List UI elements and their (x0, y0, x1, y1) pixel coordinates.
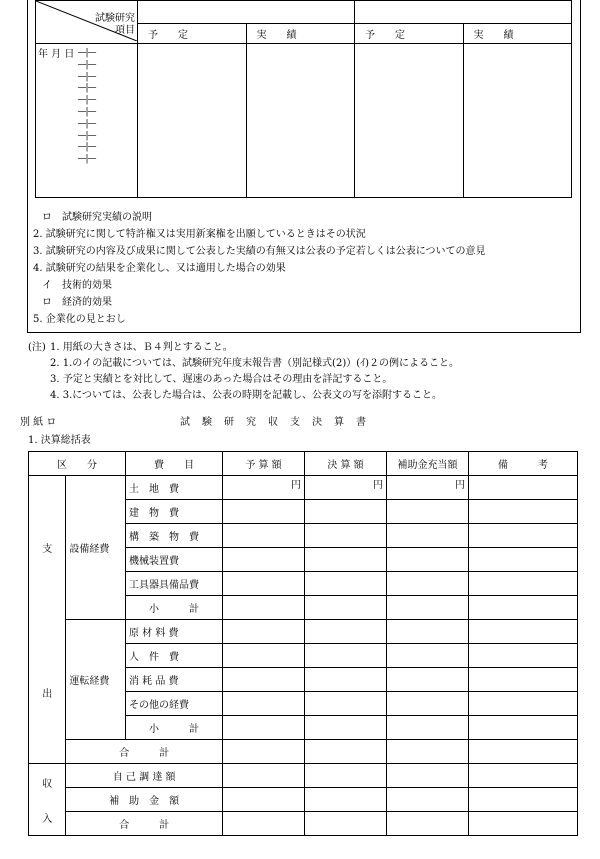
expenditure-label: 支 出 (29, 476, 66, 764)
income-label: 収 入 (29, 764, 66, 836)
remark-item: 2. 1.のイの記載については、試験研究年度末報告書（別記様式(2)）(ｲ)２の例によること。 (50, 358, 460, 369)
operating-group: 運転経費 (66, 620, 126, 740)
header-blank-left (138, 1, 355, 24)
hdr-item: 費 目 (126, 452, 223, 476)
note-line: 5. 企業化の見とおし (33, 314, 126, 325)
equipment-group: 設備経費 (66, 476, 126, 620)
header-item-label2: 項目 (115, 25, 135, 36)
col-actual-1: 実 績 (246, 24, 355, 44)
sheet-title: 試 験 研 究 収 支 決 算 書 (180, 417, 367, 428)
actual-1-body (246, 44, 355, 198)
note-line: イ 技術的効果 (42, 280, 112, 291)
operating-item: 消 耗 品 費 (126, 668, 223, 692)
note-line: 3. 試験研究の内容及び成果に関して公表した実績の有無又は公表の予定若しくは公表についての意見 (33, 246, 486, 257)
operating-item: その他の経費 (126, 692, 223, 716)
equipment-item: 構 築 物 費 (126, 524, 223, 548)
operating-item: 人 件 費 (126, 644, 223, 668)
actual-2-body (463, 44, 572, 198)
hdr-category: 区 分 (29, 452, 126, 476)
remarks-label: (注) (28, 342, 46, 353)
yen-mark: 円 (305, 476, 387, 500)
income-item: 自 己 調 達 額 (66, 764, 223, 788)
yen-mark: 円 (387, 476, 469, 500)
plan-1-body (138, 44, 247, 198)
equipment-item: 土 地 費 (126, 476, 223, 500)
expenditure-total: 合 計 (66, 740, 223, 764)
remarks-cell (469, 476, 578, 500)
equipment-item: 工具器具備品費 (126, 572, 223, 596)
diagonal-header-cell (36, 1, 138, 60)
report-form-box (27, 0, 581, 333)
col-plan-2: 予 定 (355, 24, 464, 44)
header-blank-right (355, 1, 572, 24)
header-date-label: 年 月 日 (38, 49, 75, 60)
remark-item: 1. 用紙の大きさは、Ｂ４判とすること。 (50, 342, 233, 353)
plan-2-body (355, 44, 464, 198)
yen-mark: 円 (223, 476, 305, 500)
hdr-subsidy: 補助金充当額 (387, 452, 469, 476)
income-item: 補 助 金 額 (66, 788, 223, 812)
income-total: 合 計 (66, 812, 223, 836)
note-line: ロ 経済的効果 (42, 297, 112, 308)
equipment-item: 機械装置費 (126, 548, 223, 572)
remark-item: 4. 3.については、公表した場合は、公表の時期を記載し、公表文の写を添附すること。 (50, 390, 443, 401)
remark-item: 3. 予定と実績とを対比して、遅速のあった場合はその理由を詳記すること。 (50, 374, 393, 385)
sheet-label: 別 紙 ロ (20, 417, 57, 428)
hdr-remarks: 備 考 (469, 452, 578, 476)
header-item-label: 試験研究 (95, 13, 135, 24)
note-line: 4. 試験研究の結果を企業化し、又は適用した場合の効果 (33, 263, 286, 274)
col-plan-1: 予 定 (138, 24, 247, 44)
equipment-item: 建 物 費 (126, 500, 223, 524)
schedule-table (35, 0, 572, 198)
operating-item: 原 材 料 費 (126, 620, 223, 644)
col-actual-2: 実 績 (463, 24, 572, 44)
settlement-table (28, 451, 578, 836)
note-line: ロ 試験研究実績の説明 (42, 212, 152, 223)
section-title: 1. 決算総括表 (28, 435, 91, 446)
operating-subtotal: 小 計 (126, 716, 223, 740)
note-line: 2. 試験研究に関して特許権又は実用新案権を出願しているときはその状況 (33, 229, 366, 240)
equipment-subtotal: 小 計 (126, 596, 223, 620)
hdr-settled: 決 算 額 (305, 452, 387, 476)
hdr-budget: 予 算 額 (223, 452, 305, 476)
date-column: —|— —|— —|— —|— —|— —|— —|— —|— —|— —|— (36, 44, 138, 198)
